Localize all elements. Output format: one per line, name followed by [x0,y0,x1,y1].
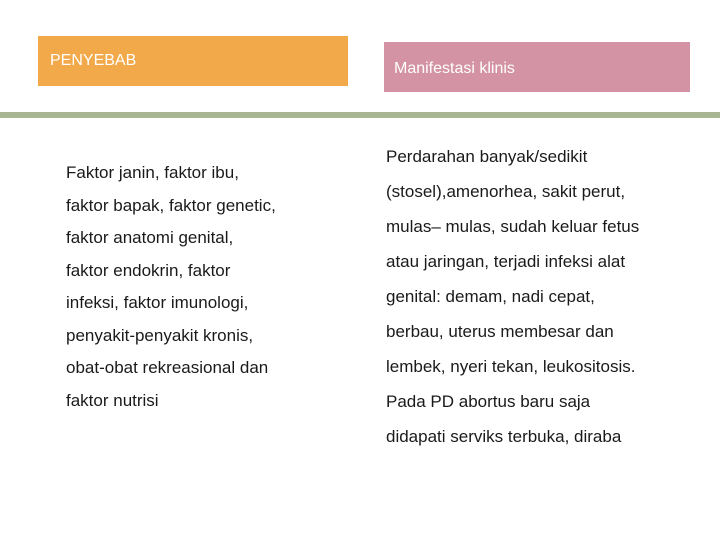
header-divider [0,112,720,118]
causes-line: faktor endokrin, faktor [66,260,231,280]
causes-line: faktor anatomi genital, [66,228,234,247]
causes-line: penyakit-penyakit kronis, [66,325,254,345]
manifestations-line: atau jaringan, terjadi infeksi alat [386,252,626,271]
causes-line: faktor nutrisi [66,390,159,410]
manifestations-header [384,42,690,92]
causes-line: faktor bapak, faktor genetic, [66,195,276,215]
manifestations-line: didapati serviks terbuka, diraba [386,427,622,446]
causes-line: obat-obat rekreasional dan [66,358,269,377]
manifestations-header-title: Manifestasi klinis [394,60,515,77]
manifestations-line: Pada PD abortus baru saja [386,392,591,411]
manifestations-line: berbau, uterus membesar dan [386,322,614,341]
manifestations-line: (stosel),amenorhea, sakit perut, [386,182,626,201]
causes-header [38,36,348,86]
manifestations-list [386,146,706,461]
causes-list [66,157,366,417]
manifestations-line: lembek, nyeri tekan, leukositosis. [386,357,636,376]
manifestations-line: mulas– mulas, sudah keluar fetus [386,217,640,236]
causes-line: infeksi, faktor imunologi, [66,293,249,312]
manifestations-line: Perdarahan banyak/sedikit [386,147,588,166]
causes-line: Faktor janin, faktor ibu, [66,163,239,182]
manifestations-line: genital: demam, nadi cepat, [386,287,595,306]
causes-header-title: PENYEBAB [50,52,137,69]
